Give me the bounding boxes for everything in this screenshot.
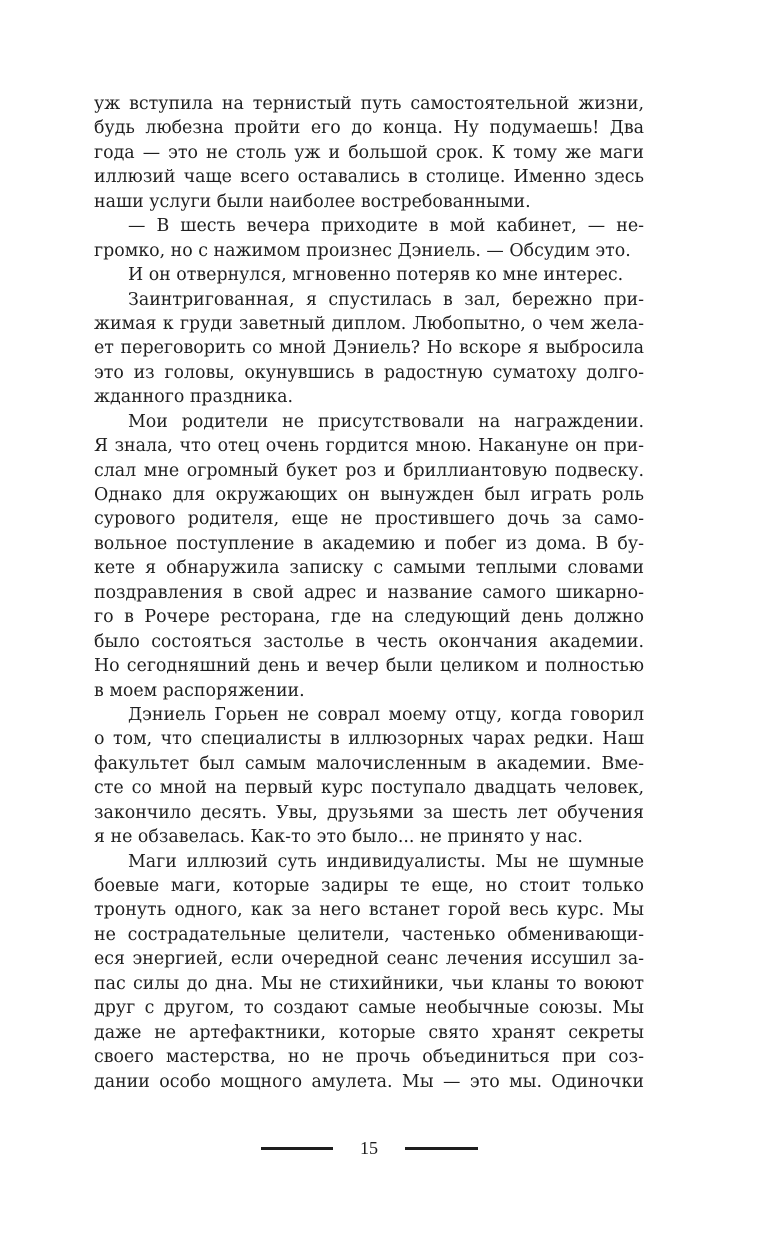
text-line: Однако для окружающих он вынужден был играть роль bbox=[94, 485, 644, 505]
text-line: ет переговорить со мной Дэниель? Но вскоре я выбросила bbox=[94, 338, 644, 359]
text-line: Но сегодняшний день и вечер были целиком и полностью bbox=[94, 656, 644, 677]
footer-rule-right bbox=[405, 1147, 478, 1150]
text-line: своего мастерства, но не прочь объединиться при соз- bbox=[94, 1047, 644, 1068]
text-line: будь любезна пройти его до конца. Ну подумаешь! Два bbox=[94, 118, 644, 139]
text-line: не сострадательные целители, частенько обменивающи- bbox=[94, 924, 644, 945]
text-line: тронуть одного, как за него встанет горой весь курс. Мы bbox=[94, 900, 644, 921]
page-number: 15 bbox=[360, 1138, 378, 1158]
text-line: я не обзавелась. Как-то это было... не принято у нас. bbox=[94, 827, 583, 848]
text-line: еся энергией, если очередной сеанс лечения иссушил за- bbox=[94, 949, 644, 970]
text-line: факультет был самым малочисленным в академии. Вме- bbox=[94, 753, 644, 774]
text-line: иллюзий чаще всего оставались в столице. Именно здесь bbox=[94, 167, 644, 188]
text-line: Мои родители не присутствовали на награждении. bbox=[128, 411, 644, 432]
text-line: жимая к груди заветный диплом. Любопытно, о чем жела- bbox=[94, 313, 644, 334]
text-line: Я знала, что отец очень гордится мною. Накануне он при- bbox=[94, 436, 644, 457]
text-line: сте со мной на первый курс поступало двадцать человек, bbox=[94, 778, 644, 799]
text-line: года — это не столь уж и большой срок. К тому же маги bbox=[94, 142, 644, 163]
page-footer bbox=[0, 1136, 768, 1160]
text-line: друг с другом, то создают самые необычные союзы. Мы bbox=[94, 998, 644, 1019]
text-line: жданного праздника. bbox=[94, 387, 294, 408]
text-line: сурового родителя, еще не простившего дочь за само- bbox=[94, 509, 644, 530]
footer-rule-left bbox=[261, 1147, 333, 1150]
text-line: даже не артефактники, которые свято хранят секреты bbox=[94, 1022, 644, 1043]
text-line: в моем распоряжении. bbox=[94, 680, 305, 701]
text-line: Дэниель Горьен не соврал моему отцу, когда говорил bbox=[128, 704, 644, 725]
text-line: И он отвернулся, мгновенно потеряв ко мне интерес. bbox=[128, 265, 624, 286]
text-line: о том, что специалисты в иллюзорных чарах редки. Наш bbox=[94, 729, 644, 750]
text-line: это из головы, окунувшись в радостную суматоху долго- bbox=[94, 362, 644, 383]
text-line: вольное поступление в академию и побег из дома. В бу- bbox=[94, 533, 644, 554]
body-text bbox=[94, 92, 644, 1094]
text-line: поздравления в свой адрес и название самого шикарно- bbox=[94, 582, 644, 603]
text-line: Маги иллюзий суть индивидуалисты. Мы не шумные bbox=[128, 851, 644, 872]
text-line: наши услуги были наиболее востребованными. bbox=[94, 191, 531, 212]
text-line: дании особо мощного амулета. Мы — это мы. Одиночки bbox=[94, 1071, 644, 1092]
text-line: громко, но с нажимом произнес Дэниель. — Обсудим это. bbox=[94, 240, 631, 261]
text-line: кете я обнаружила записку с самыми теплыми словами bbox=[94, 558, 644, 579]
text-line: го в Рочере ресторана, где на следующий день должно bbox=[94, 607, 644, 628]
text-line: закончило десять. Увы, друзьями за шесть лет обучения bbox=[94, 802, 644, 823]
text-line: уж вступила на тернистый путь самостоятельной жизни, bbox=[94, 94, 644, 114]
text-line: было состояться застолье в честь окончания академии. bbox=[94, 631, 644, 652]
text-line: Заинтригованная, я спустилась в зал, бережно при- bbox=[128, 289, 644, 310]
text-line: слал мне огромный букет роз и бриллиантовую подвеску. bbox=[94, 460, 644, 481]
text-line: — В шесть вечера приходите в мой кабинет, — не- bbox=[128, 216, 644, 237]
text-line: боевые маги, которые задиры те еще, но стоит только bbox=[94, 876, 644, 896]
text-line: пас силы до дна. Мы не стихийники, чьи кланы то воюют bbox=[94, 973, 644, 994]
